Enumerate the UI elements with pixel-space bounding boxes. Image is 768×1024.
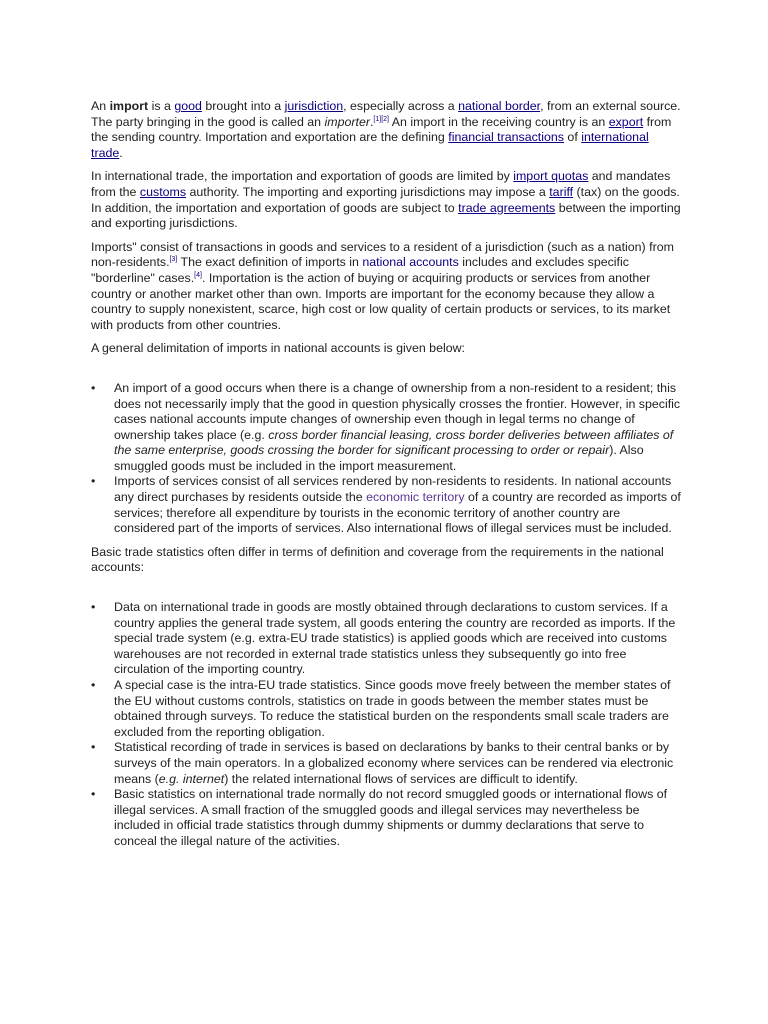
text-segment: , especially across a [343,99,459,113]
citation-link-2[interactable]: [2] [381,115,390,123]
term-importer: importer [324,114,370,129]
text-segment: brought into a [201,99,285,113]
bullet-icon: • [91,740,96,755]
text-segment: ). Also smuggled goods must be included in the import measurement. [114,443,644,473]
article-body [91,99,681,858]
text-segment: . [369,114,374,129]
paragraph-definition [91,99,681,161]
paragraph-trade-limits [91,169,681,231]
citation-link-1[interactable]: [1] [373,115,382,123]
text-segment: Basic statistics on international trade normally do not record smuggled goods or international flows of illegal services. A small fraction of the smuggled goods and illegal services may nevertheless be included in official trade statistics through dummy shipments or dummy declarations that serve to conceal the illegal nature of the activities. [114,787,668,848]
link-export[interactable]: export [608,114,644,129]
link-jurisdiction[interactable]: jurisdiction [284,99,344,113]
link-national-accounts[interactable]: national accounts [362,255,459,270]
emphasis-example: e.g. internet [158,771,225,786]
text-segment: of a country are recorded as imports of services; therefore all expenditure by tourists in the economic territory of another country are considered part of the imports of services. Also international flows of illegal services must be included. [114,490,681,536]
term-import: import [109,99,149,113]
link-import-quotas[interactable]: import quotas [513,169,589,184]
text-segment: . Importation is the action of buying or acquiring products or services from another country or another market other than own. Imports are important for the economy because they allow a country to supply nonexistent, scarce, high cost or low quality of certain products or services, to its market with products from other countries. [91,270,671,332]
emphasis-examples: cross border financial leasing, cross border deliveries between affiliates of the same enterprise, goods crossing the border for significant processing to order or repair [114,427,674,458]
text-segment: between the importing and exporting jurisdictions. [91,200,681,231]
text-segment: Statistical recording of trade in services is based on declarations by banks to their central banks or by surveys of the main operators. In a globalized economy where services can be rendered via electronic means ( [114,740,674,786]
text-segment: from the sending country. Importation and exportation are the defining [91,114,672,145]
text-segment: An import of a good occurs when there is a change of ownership from a non-resident to a resident; this does not necessarily imply that the good in question physically crosses the frontier. However, in specific cases national accounts impute changes of ownership even though in legal terms no change of ownership takes place (e.g. [114,380,681,442]
list-item [91,787,681,849]
link-financial-transactions[interactable]: financial transactions [448,130,564,145]
paragraph-imports-consist [91,240,681,334]
list-item [91,678,681,740]
text-segment: . [119,145,123,160]
text-segment: authority. The importing and exporting jurisdictions may impose a [186,184,550,199]
text-segment: includes and excludes specific "borderline" cases. [91,255,629,285]
list-item [91,381,681,475]
text-segment: ) the related international flows of services are difficult to identify. [224,771,578,786]
list-item [91,600,681,678]
citation-link-3[interactable]: [3] [169,256,178,264]
text-segment: An [91,99,110,113]
paragraph-statistics-intro: Basic trade statistics often differ in terms of definition and coverage from the requirements in the national accounts: [91,544,664,575]
text-segment: , from an external source. The party bringing in the good is called an [91,99,681,129]
text-segment: is a [148,99,175,113]
list-item [91,474,681,536]
link-customs[interactable]: customs [139,184,187,199]
link-tariff[interactable]: tariff [549,184,574,199]
link-trade-agreements[interactable]: trade agreements [458,200,556,215]
text-segment: The exact definition of imports in [177,255,363,270]
paragraph-delimitation-intro: A general delimitation of imports in national accounts is given below: [91,341,465,356]
text-segment: Data on international trade in goods are mostly obtained through declarations to custom services. If a country applies the general trade system, all goods entering the country are recorded as imports. If the special trade system (e.g. extra-EU trade statistics) is applied goods which are received into customs warehouses are not recorded in external trade statistics unless they subsequently go into free circulation of the importing country. [114,600,676,677]
text-segment: An import in the receiving country is an [389,114,609,129]
text-segment: and mandates from the [91,169,671,199]
citation-link-4[interactable]: [4] [194,271,202,279]
bullet-icon: • [91,787,96,802]
spacer [91,584,681,600]
text-segment: (tax) on the goods. In addition, the importation and exportation of goods are subject to [91,184,680,215]
list-item [91,740,681,787]
link-international-trade[interactable]: international trade [91,130,649,160]
text-segment: A special case is the intra-EU trade statistics. Since goods move freely between the member states of the EU without customs controls, statistics on trade in goods between the member states must be obtained through surveys. To reduce the statistical burden on the respondents small scale traders are excluded from the reporting obligation. [114,678,671,739]
bullet-icon: • [91,474,96,489]
statistics-list [91,600,681,850]
spacer [91,365,681,381]
bullet-icon: • [91,380,96,395]
bullet-icon: • [91,678,96,692]
text-segment: Imports of services consist of all services rendered by non-residents to residents. In national accounts any direct purchases by residents outside the [114,474,672,505]
link-good[interactable]: good [174,99,202,113]
text-segment: Imports" consist of transactions in goods and services to a resident of a jurisdiction (such as a nation) from non-residents. [91,239,674,270]
text-segment: of [563,130,582,145]
bullet-icon: • [91,600,96,615]
link-national-border[interactable]: national border [458,99,541,113]
text-segment: In international trade, the importation and exportation of goods are limited by [91,169,514,184]
delimitation-list [91,381,681,537]
link-economic-territory[interactable]: economic territory [366,490,465,505]
